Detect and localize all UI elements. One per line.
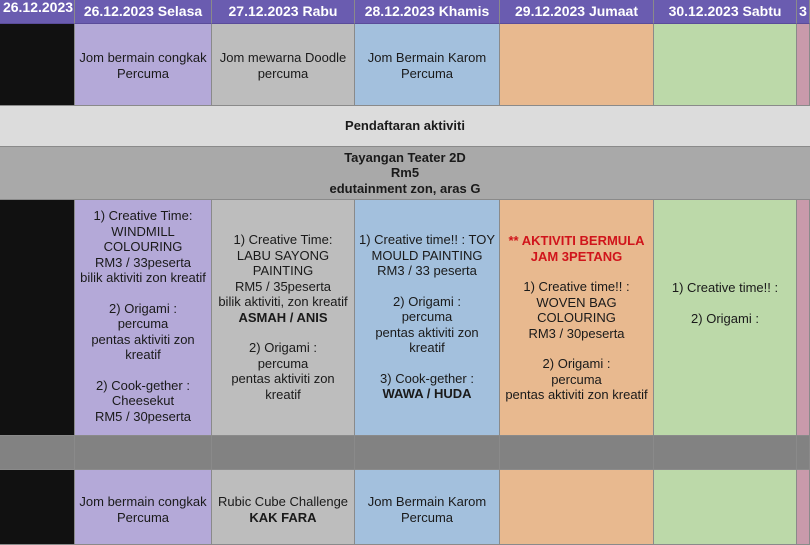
cell-text-bold: ASMAH / ANIS bbox=[238, 309, 328, 325]
cell-text: Percuma bbox=[400, 509, 454, 525]
cell-text: kreatif bbox=[265, 386, 301, 402]
row1-sabtu-cell[interactable] bbox=[654, 24, 797, 106]
cell-text: LABU SAYONG bbox=[236, 247, 330, 263]
row4-sabtu-cell[interactable] bbox=[654, 436, 797, 470]
cell-text: 1) Creative Time: bbox=[93, 208, 193, 223]
header-cell-rabu[interactable]: 27.12.2023 Rabu bbox=[212, 0, 355, 24]
cell-text: 2) Origami : bbox=[109, 300, 177, 316]
cell-text: COLOURING bbox=[103, 239, 183, 254]
theater-line: Rm5 bbox=[390, 165, 420, 181]
cell-text: percuma bbox=[117, 316, 169, 331]
row3-sabtu-cell[interactable] bbox=[654, 200, 797, 436]
cell-text: pentas aktiviti zon bbox=[231, 371, 335, 386]
cell-text: percuma bbox=[257, 65, 309, 81]
theater-line: edutainment zon, aras G bbox=[329, 180, 481, 196]
cell-text: Jom bermain congkak bbox=[79, 50, 207, 65]
row1-jumaat-cell[interactable] bbox=[500, 24, 654, 106]
header-cell-partial-right[interactable]: 3 bbox=[797, 0, 810, 24]
cell-text: Cheesekut bbox=[111, 393, 175, 408]
cell-text: 2) Origami : bbox=[249, 340, 317, 355]
cell-text: pentas aktiviti zon kreatif bbox=[505, 387, 648, 402]
cell-text: WOVEN BAG bbox=[536, 294, 617, 310]
header-cell-selasa[interactable]: 26.12.2023 Selasa bbox=[75, 0, 212, 24]
highlight-text: ** AKTIVITI BERMULA bbox=[508, 233, 645, 248]
row5-first-column[interactable] bbox=[0, 470, 75, 545]
row3-khamis-cell[interactable] bbox=[355, 200, 500, 436]
header-cell-sabtu[interactable]: 30.12.2023 Sabtu bbox=[654, 0, 797, 24]
cell-text: Percuma bbox=[116, 65, 170, 81]
cell-text: percuma bbox=[401, 309, 453, 324]
cell-text-bold: KAK FARA bbox=[249, 509, 317, 525]
cell-text: 2) Origami : bbox=[542, 356, 611, 371]
row4-jumaat-cell[interactable] bbox=[500, 436, 654, 470]
row1-selasa-cell[interactable] bbox=[75, 24, 212, 106]
cell-text: 1) Creative time!! : bbox=[671, 280, 779, 295]
row4-rabu-cell[interactable] bbox=[212, 436, 355, 470]
header-cell-khamis[interactable]: 28.12.2023 Khamis bbox=[355, 0, 500, 24]
row4-khamis-cell[interactable] bbox=[355, 436, 500, 470]
row3-first-column[interactable] bbox=[0, 200, 75, 436]
cell-text: Rubic Cube Challenge bbox=[217, 494, 349, 509]
cell-text: 1) Creative time!! : bbox=[523, 279, 630, 294]
cell-text: Percuma bbox=[400, 65, 454, 81]
cell-text: PAINTING bbox=[252, 263, 314, 278]
cell-text: pentas aktiviti zon bbox=[375, 324, 479, 340]
cell-text: Jom mewarna Doodle bbox=[219, 50, 347, 65]
cell-text: Percuma bbox=[116, 509, 170, 525]
cell-text: MOULD PAINTING bbox=[371, 247, 483, 263]
row4-selasa-cell[interactable] bbox=[75, 436, 212, 470]
cell-text: 2) Cook-gether : bbox=[96, 377, 190, 393]
header-cell-jumaat[interactable]: 29.12.2023 Jumaat bbox=[500, 0, 654, 24]
cell-text: Jom Bermain Karom bbox=[367, 50, 487, 65]
cell-text: COLOURING bbox=[537, 310, 616, 325]
cell-text: RM5 / 35peserta bbox=[234, 278, 332, 294]
row1-rabu-cell[interactable] bbox=[212, 24, 355, 106]
row3-rabu-cell[interactable] bbox=[212, 200, 355, 436]
cell-text: 3) Cook-gether : bbox=[380, 370, 474, 386]
cell-text: bilik aktiviti zon kreatif bbox=[80, 270, 206, 285]
row3-jumaat-cell[interactable] bbox=[500, 200, 654, 436]
cell-text: kreatif bbox=[125, 347, 161, 362]
theater-band[interactable] bbox=[0, 147, 810, 200]
row4-partial-cell[interactable] bbox=[797, 436, 810, 470]
cell-text: bilik aktiviti, zon kreatif bbox=[218, 294, 348, 309]
header-cell-partial[interactable]: 26.12.2023 bbox=[0, 0, 75, 24]
row5-jumaat-cell[interactable] bbox=[500, 470, 654, 545]
cell-text: 2) Origami : bbox=[393, 293, 461, 309]
highlight-text: JAM 3PETANG bbox=[530, 248, 623, 264]
cell-text: RM3 / 33 peserta bbox=[377, 263, 477, 278]
row5-sabtu-cell[interactable] bbox=[654, 470, 797, 545]
row4-first-column[interactable] bbox=[0, 436, 75, 470]
row1-khamis-cell[interactable] bbox=[355, 24, 500, 106]
cell-text: RM3 / 30peserta bbox=[528, 325, 625, 341]
cell-text: RM5 / 30peserta bbox=[94, 408, 192, 424]
cell-text: percuma bbox=[551, 371, 602, 387]
row1-partial-cell[interactable] bbox=[797, 24, 810, 106]
cell-text: kreatif bbox=[409, 340, 445, 355]
row3-partial-cell[interactable] bbox=[797, 200, 810, 436]
cell-text: 1) Creative Time: bbox=[233, 232, 333, 247]
cell-text: percuma bbox=[257, 355, 309, 371]
cell-text: Jom bermain congkak bbox=[79, 494, 207, 509]
cell-text: 2) Origami : bbox=[691, 310, 759, 326]
row1-first-column[interactable] bbox=[0, 24, 75, 106]
theater-line: Tayangan Teater 2D bbox=[344, 149, 466, 165]
cell-text-bold: WAWA / HUDA bbox=[382, 386, 472, 401]
row5-rabu-cell[interactable] bbox=[212, 470, 355, 545]
row5-partial-cell[interactable] bbox=[797, 470, 810, 545]
cell-text: WINDMILL bbox=[111, 223, 175, 239]
registration-band[interactable] bbox=[0, 106, 810, 147]
row5-selasa-cell[interactable] bbox=[75, 470, 212, 545]
row5-khamis-cell[interactable] bbox=[355, 470, 500, 545]
registration-label: Pendaftaran aktiviti bbox=[345, 118, 465, 134]
cell-text: RM3 / 33peserta bbox=[94, 254, 192, 270]
cell-text: 1) Creative time!! : TOY bbox=[358, 232, 496, 247]
cell-text: pentas aktiviti zon bbox=[91, 331, 195, 347]
row3-selasa-cell[interactable] bbox=[75, 200, 212, 436]
cell-text: Jom Bermain Karom bbox=[367, 494, 487, 509]
